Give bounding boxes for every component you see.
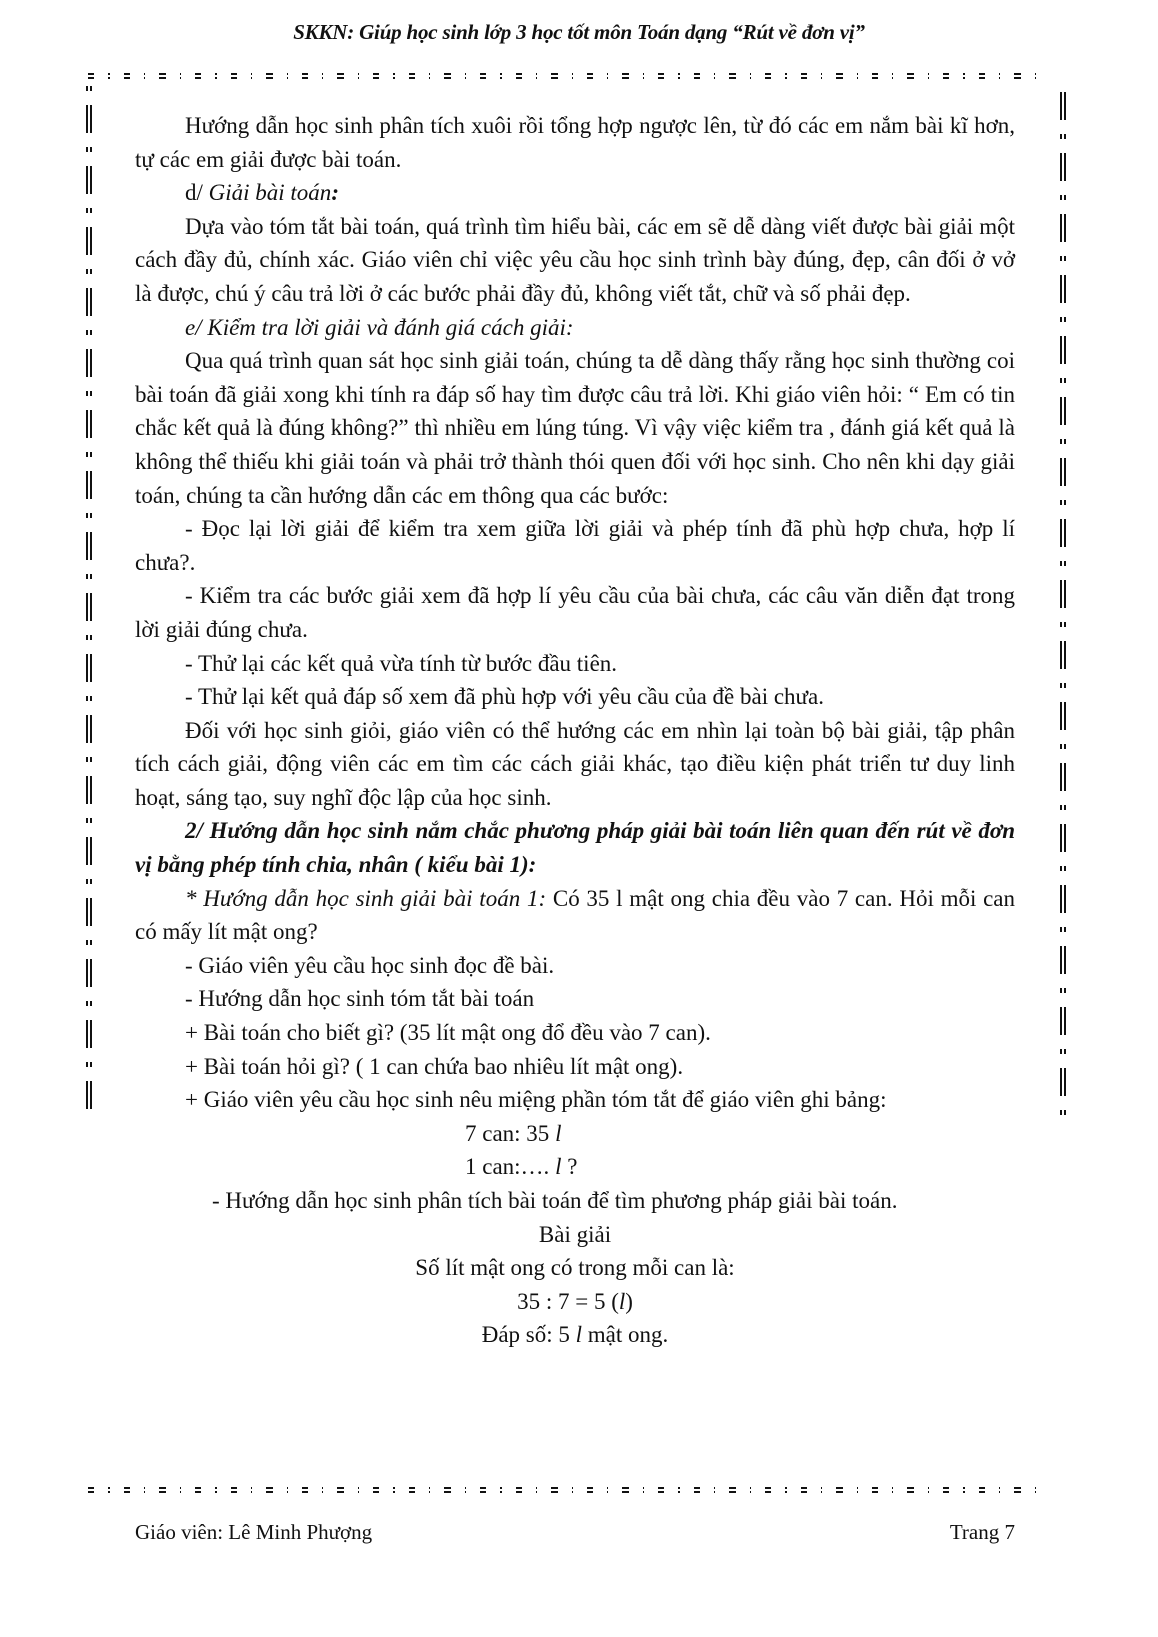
- border-dot: [393, 1487, 394, 1493]
- border-segment: [86, 574, 92, 579]
- border-segment: [1060, 885, 1066, 913]
- border-segment: [943, 1487, 949, 1493]
- step-item: - Thử lại các kết quả vừa tính từ bước đầu tiên.: [185, 650, 618, 676]
- border-dot: [500, 1487, 501, 1493]
- border-segment: [1014, 73, 1020, 79]
- border-segment: [86, 391, 92, 396]
- heading-d-prefix: d/: [185, 180, 209, 206]
- guide-item: - Giáo viên yêu cầu học sinh đọc đề bài.: [185, 952, 555, 978]
- paragraph-check: Qua quá trình quan sát học sinh giải toán, chúng ta dễ dàng thấy rằng học sinh thường coi bài toán đã giải xong khi tính ra đáp số hay tìm được câu trả lời. Khi giáo viên hỏi: “ Em có tin chắc kết quả là đúng không?” thì nhiều em lúng túng. Vì vậy việc kiểm tra , đánh giá kết quả là không thể thiếu khi giải toán và phải trở thành thói quen đối với học sinh. Cho nên khi dạy giải toán, chúng ta cần hướng dẫn các em thông qua các bước:: [135, 348, 1015, 508]
- paragraph-solve: Dựa vào tóm tắt bài toán, quá trình tìm hiểu bài, các em sẽ dễ dàng viết được bài giải một cách đầy đủ, chính xác. Giáo viên chỉ việc yêu cầu học sinh trình bày đúng, đẹp, cân đối ở vở là được, chú ý câu trả lời ở các bước phải đầy đủ, không viết tắt, chữ và số phải đẹp.: [135, 213, 1015, 306]
- border-dot: [714, 73, 715, 79]
- paragraph-gifted: Đối với học sinh giỏi, giáo viên có thể hướng các em nhìn lại toàn bộ bài giải, tập phân tích cách giải, động viên các em tìm các cách giải khác, tạo điều kiện phát triển tư duy linh hoạt, sáng tạo, suy nghĩ độc lập của học sinh.: [135, 717, 1015, 810]
- border-segment: [86, 105, 92, 133]
- border-segment: [86, 696, 92, 701]
- border-dot: [928, 1487, 929, 1493]
- border-dot: [536, 1487, 537, 1493]
- border-segment: [1060, 622, 1066, 627]
- border-segment: [373, 73, 379, 79]
- border-segment: [1060, 378, 1066, 383]
- summary-1-unit: l: [555, 1120, 562, 1146]
- border-dot: [429, 73, 430, 79]
- border-segment: [480, 1487, 486, 1493]
- border-dot: [892, 1487, 893, 1493]
- border-segment: [86, 227, 92, 255]
- section-2-heading: 2/ Hướng dẫn học sinh nắm chắc phương pháp giải bài toán liên quan đến rút về đơn vị bằng phép tính chia, nhân ( kiểu bài 1):: [135, 818, 1015, 878]
- border-segment: [836, 1487, 842, 1493]
- border-dot: [714, 1487, 715, 1493]
- border-dot: [108, 1487, 109, 1493]
- border-dot: [678, 1487, 679, 1493]
- border-segment: [159, 73, 165, 79]
- border-dot: [892, 73, 893, 79]
- border-dot: [465, 1487, 466, 1493]
- border-segment: [266, 73, 272, 79]
- border-dot: [322, 1487, 323, 1493]
- border-segment: [86, 757, 92, 762]
- border-segment: [86, 208, 92, 213]
- summary-2-question: ?: [561, 1154, 578, 1180]
- heading-d-colon: :: [331, 180, 339, 206]
- border-segment: [86, 147, 92, 152]
- left-border-decoration: [84, 86, 94, 1484]
- solution-line: Số lít mật ong có trong mỗi can là:: [415, 1255, 735, 1281]
- border-segment: [1060, 195, 1066, 200]
- border-dot: [999, 73, 1000, 79]
- page-content: [135, 109, 1015, 1352]
- border-dot: [287, 1487, 288, 1493]
- calc-close: ): [625, 1288, 633, 1314]
- border-segment: [86, 879, 92, 884]
- right-border-decoration: [1058, 92, 1068, 1488]
- border-segment: [1060, 317, 1066, 322]
- border-segment: [1060, 683, 1066, 688]
- border-segment: [86, 1062, 92, 1067]
- border-segment: [1060, 92, 1066, 120]
- border-dot: [857, 73, 858, 79]
- border-segment: [1060, 763, 1066, 791]
- top-border-decoration: [88, 72, 1050, 80]
- border-segment: [836, 73, 842, 79]
- border-segment: [979, 73, 985, 79]
- border-segment: [88, 1487, 94, 1493]
- border-segment: [444, 1487, 450, 1493]
- border-segment: [86, 513, 92, 518]
- problem-1-label: * Hướng dẫn học sinh giải bài toán 1:: [185, 885, 547, 911]
- border-segment: [658, 1487, 664, 1493]
- border-segment: [1060, 641, 1066, 669]
- border-segment: [1060, 580, 1066, 608]
- border-dot: [857, 1487, 858, 1493]
- border-segment: [1060, 824, 1066, 852]
- summary-2-unit: l: [555, 1154, 562, 1180]
- problem-1: [135, 882, 1015, 949]
- border-dot: [643, 1487, 644, 1493]
- answer-text: Đáp số: 5: [481, 1322, 576, 1348]
- border-segment: [551, 73, 557, 79]
- guide-item: + Bài toán hỏi gì? ( 1 can chứa bao nhiêu lít mật ong).: [185, 1053, 684, 1079]
- guide-item: - Hướng dẫn học sinh tóm tắt bài toán: [185, 986, 535, 1012]
- border-dot: [358, 1487, 359, 1493]
- border-segment: [86, 86, 92, 91]
- border-dot: [251, 73, 252, 79]
- border-dot: [393, 73, 394, 79]
- border-segment: [86, 330, 92, 335]
- border-segment: [1060, 500, 1066, 505]
- border-segment: [86, 776, 92, 804]
- border-segment: [872, 1487, 878, 1493]
- heading-d-title: Giải bài toán: [208, 180, 332, 206]
- border-segment: [587, 73, 593, 79]
- border-dot: [322, 73, 323, 79]
- border-segment: [1060, 866, 1066, 871]
- border-segment: [765, 1487, 771, 1493]
- border-dot: [287, 73, 288, 79]
- summary-line-1: [135, 1117, 1015, 1151]
- border-segment: [337, 73, 343, 79]
- border-dot: [607, 73, 608, 79]
- page-footer: [135, 1520, 1015, 1545]
- border-segment: [729, 73, 735, 79]
- border-dot: [429, 1487, 430, 1493]
- border-segment: [409, 1487, 415, 1493]
- border-segment: [1060, 1049, 1066, 1054]
- calc-unit: l: [618, 1288, 626, 1314]
- border-segment: [373, 1487, 379, 1493]
- answer-rest: mật ong.: [582, 1322, 669, 1348]
- step-item: - Thử lại kết quả đáp số xem đã phù hợp với yêu cầu của đề bài chưa.: [185, 684, 824, 710]
- border-segment: [587, 1487, 593, 1493]
- border-segment: [86, 1081, 92, 1109]
- summary-line-2: [135, 1150, 1015, 1184]
- border-dot: [963, 1487, 964, 1493]
- border-segment: [622, 1487, 628, 1493]
- border-dot: [500, 73, 501, 79]
- border-segment: [1060, 153, 1066, 181]
- border-dot: [572, 73, 573, 79]
- border-segment: [86, 349, 92, 377]
- border-dot: [785, 73, 786, 79]
- border-segment: [86, 940, 92, 945]
- answer: [135, 1318, 1015, 1352]
- border-segment: [1060, 256, 1066, 261]
- border-segment: [1060, 927, 1066, 932]
- border-segment: [302, 1487, 308, 1493]
- border-dot: [180, 73, 181, 79]
- problem-1-text: Có 35 l mật ong chia đều vào 7 can. Hỏi mỗi can có mấy lít mật ong?: [135, 885, 1016, 945]
- border-segment: [1060, 1110, 1066, 1115]
- border-segment: [86, 837, 92, 865]
- border-dot: [465, 73, 466, 79]
- border-segment: [444, 73, 450, 79]
- step-item: - Kiểm tra các bước giải xem đã hợp lí yêu cầu của bài chưa, các câu văn diễn đạt trong lời giải đúng chưa.: [135, 583, 1015, 642]
- border-segment: [266, 1487, 272, 1493]
- border-segment: [1060, 805, 1066, 810]
- border-segment: [1060, 561, 1066, 566]
- border-dot: [215, 1487, 216, 1493]
- border-segment: [409, 73, 415, 79]
- border-segment: [86, 715, 92, 743]
- solution-title: Bài giải: [538, 1221, 612, 1247]
- border-segment: [622, 73, 628, 79]
- border-segment: [1060, 946, 1066, 974]
- border-dot: [251, 1487, 252, 1493]
- border-segment: [1060, 397, 1066, 425]
- border-dot: [999, 1487, 1000, 1493]
- step-item: - Đọc lại lời giải để kiểm tra xem giữa lời giải và phép tính đã phù hợp chưa, hợp lí chưa?.: [135, 516, 1015, 575]
- border-dot: [1035, 73, 1036, 79]
- border-dot: [180, 1487, 181, 1493]
- border-segment: [86, 471, 92, 499]
- border-dot: [536, 73, 537, 79]
- border-dot: [607, 1487, 608, 1493]
- border-dot: [821, 73, 822, 79]
- heading-e: e/ Kiểm tra lời giải và đánh giá cách giải:: [185, 314, 574, 340]
- border-segment: [86, 654, 92, 682]
- border-segment: [480, 73, 486, 79]
- border-segment: [907, 1487, 913, 1493]
- border-segment: [86, 269, 92, 274]
- calculation: [135, 1285, 1015, 1319]
- border-segment: [86, 1001, 92, 1006]
- border-segment: [231, 73, 237, 79]
- border-segment: [86, 898, 92, 926]
- border-segment: [729, 1487, 735, 1493]
- paragraph-intro: Hướng dẫn học sinh phân tích xuôi rồi tổng hợp ngược lên, từ đó các em nắm bài kĩ hơn, tự các em giải được bài toán.: [135, 113, 1015, 172]
- calc-text: 35 : 7 = 5 (: [517, 1288, 619, 1314]
- border-segment: [801, 1487, 807, 1493]
- border-segment: [337, 1487, 343, 1493]
- border-segment: [302, 73, 308, 79]
- border-segment: [1060, 1068, 1066, 1096]
- footer-teacher: Giáo viên: Lê Minh Phượng: [135, 1520, 373, 1544]
- border-segment: [516, 73, 522, 79]
- border-segment: [86, 166, 92, 194]
- border-segment: [124, 73, 130, 79]
- border-dot: [678, 73, 679, 79]
- border-segment: [86, 532, 92, 560]
- border-dot: [1035, 1487, 1036, 1493]
- border-dot: [572, 1487, 573, 1493]
- bottom-border-decoration: [88, 1486, 1050, 1494]
- heading-d: [135, 176, 1015, 210]
- answer-unit: l: [575, 1322, 583, 1348]
- border-dot: [963, 73, 964, 79]
- border-dot: [144, 1487, 145, 1493]
- border-segment: [86, 410, 92, 438]
- border-segment: [86, 959, 92, 987]
- border-segment: [1060, 1007, 1066, 1035]
- border-dot: [358, 73, 359, 79]
- border-segment: [86, 288, 92, 316]
- border-segment: [765, 73, 771, 79]
- border-segment: [872, 73, 878, 79]
- border-segment: [1060, 134, 1066, 139]
- border-dot: [785, 1487, 786, 1493]
- border-segment: [159, 1487, 165, 1493]
- border-segment: [1014, 1487, 1020, 1493]
- border-segment: [1060, 988, 1066, 993]
- border-segment: [694, 1487, 700, 1493]
- border-segment: [1060, 702, 1066, 730]
- border-segment: [231, 1487, 237, 1493]
- border-dot: [821, 1487, 822, 1493]
- border-segment: [1060, 519, 1066, 547]
- border-segment: [801, 73, 807, 79]
- border-segment: [658, 73, 664, 79]
- analyze-step: - Hướng dẫn học sinh phân tích bài toán để tìm phương pháp giải bài toán.: [212, 1188, 898, 1213]
- border-segment: [124, 1487, 130, 1493]
- border-dot: [108, 73, 109, 79]
- border-dot: [643, 73, 644, 79]
- border-segment: [1060, 458, 1066, 486]
- page-header-title: SKKN: Giúp học sinh lớp 3 học tốt môn Toán dạng “Rút về đơn vị”: [293, 20, 865, 44]
- border-segment: [979, 1487, 985, 1493]
- border-segment: [907, 73, 913, 79]
- border-segment: [86, 1020, 92, 1048]
- border-dot: [750, 1487, 751, 1493]
- border-segment: [694, 73, 700, 79]
- border-segment: [1060, 214, 1066, 242]
- border-segment: [86, 635, 92, 640]
- border-dot: [215, 73, 216, 79]
- border-segment: [943, 73, 949, 79]
- guide-item: + Giáo viên yêu cầu học sinh nêu miệng phần tóm tắt để giáo viên ghi bảng:: [185, 1087, 887, 1113]
- border-segment: [195, 73, 201, 79]
- border-segment: [516, 1487, 522, 1493]
- border-segment: [195, 1487, 201, 1493]
- border-dot: [750, 73, 751, 79]
- border-segment: [86, 818, 92, 823]
- border-segment: [551, 1487, 557, 1493]
- border-dot: [928, 73, 929, 79]
- summary-2-text: 1 can:….: [465, 1154, 556, 1180]
- border-segment: [1060, 439, 1066, 444]
- border-segment: [88, 73, 94, 79]
- border-segment: [86, 593, 92, 621]
- border-dot: [144, 73, 145, 79]
- summary-1-text: 7 can: 35: [465, 1120, 556, 1146]
- border-segment: [86, 452, 92, 457]
- border-segment: [1060, 336, 1066, 364]
- border-segment: [1060, 275, 1066, 303]
- border-segment: [1060, 744, 1066, 749]
- footer-page-number: Trang 7: [949, 1520, 1015, 1544]
- guide-item: + Bài toán cho biết gì? (35 lít mật ong đổ đều vào 7 can).: [185, 1020, 711, 1046]
